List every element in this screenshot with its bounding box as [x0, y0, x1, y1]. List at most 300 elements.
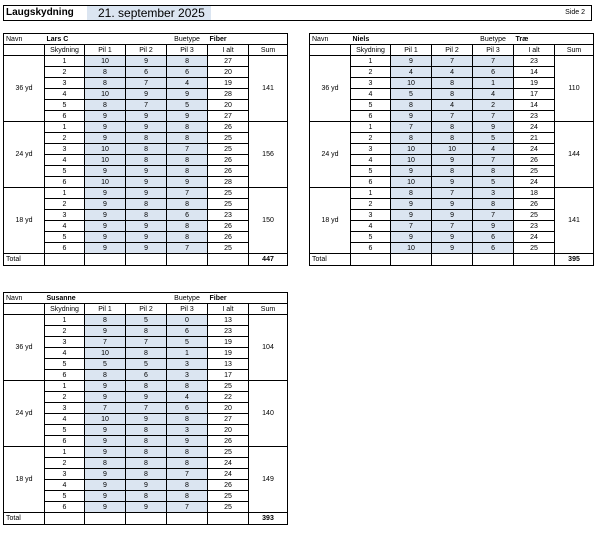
- empty-cell: [126, 34, 167, 45]
- round-number: 2: [45, 392, 85, 403]
- arrow-1-score: 9: [85, 243, 126, 254]
- arrow-3-score: 5: [473, 177, 514, 188]
- arrow-1-score: 9: [85, 381, 126, 392]
- arrow-1-score: 8: [85, 78, 126, 89]
- round-total: 25: [208, 502, 249, 513]
- distance-sum: 110: [555, 56, 594, 122]
- table-row: [4, 425, 288, 436]
- arrow-3-score: 6: [167, 326, 208, 337]
- round-total: 17: [208, 370, 249, 381]
- arrow-3-score: 8: [167, 480, 208, 491]
- round-number: 6: [351, 177, 391, 188]
- arrow-3-score: 8: [167, 232, 208, 243]
- arrow-2-score: 7: [432, 111, 473, 122]
- arrow-1-score: 9: [85, 111, 126, 122]
- arrow-2-score: 8: [126, 133, 167, 144]
- arrow-1-score: 5: [391, 89, 432, 100]
- column-header-skydning: Skydning: [45, 304, 85, 315]
- round-total: 25: [208, 381, 249, 392]
- arrow-3-score: 2: [473, 100, 514, 111]
- table-row: [4, 436, 288, 447]
- empty-cell: [473, 254, 514, 266]
- table-row: [4, 100, 288, 111]
- table-row: [310, 210, 594, 221]
- column-header-pil3: Pil 3: [473, 45, 514, 56]
- arrow-1-score: 8: [391, 133, 432, 144]
- distance-sum: 104: [249, 315, 288, 381]
- arrow-2-score: 7: [126, 403, 167, 414]
- round-number: 1: [351, 188, 391, 199]
- round-total: 24: [514, 122, 555, 133]
- table-row: [4, 232, 288, 243]
- arrow-3-score: 6: [167, 67, 208, 78]
- arrow-1-score: 8: [85, 458, 126, 469]
- arrow-3-score: 6: [167, 210, 208, 221]
- arrow-1-score: 9: [85, 469, 126, 480]
- table-row: [4, 480, 288, 491]
- table-row: [310, 100, 594, 111]
- arrow-1-score: 9: [85, 166, 126, 177]
- arrow-3-score: 6: [473, 243, 514, 254]
- round-number: 5: [351, 232, 391, 243]
- arrow-2-score: 8: [126, 458, 167, 469]
- arrow-1-score: 10: [391, 177, 432, 188]
- arrow-2-score: 9: [126, 221, 167, 232]
- round-number: 2: [351, 133, 391, 144]
- table-row: [4, 155, 288, 166]
- table-row: [4, 315, 288, 326]
- name-label: Navn: [310, 34, 351, 45]
- arrow-2-score: 7: [432, 56, 473, 67]
- column-header-pil1: Pil 1: [85, 304, 126, 315]
- table-row: [310, 188, 594, 199]
- bow-type-value: Fiber: [208, 293, 249, 304]
- table-row: [4, 403, 288, 414]
- round-number: 5: [45, 166, 85, 177]
- arrow-3-score: 8: [167, 122, 208, 133]
- empty-cell: [208, 513, 249, 525]
- arrow-2-score: 8: [432, 166, 473, 177]
- table-row: [4, 144, 288, 155]
- round-total: 14: [514, 67, 555, 78]
- empty-cell: [45, 513, 85, 525]
- round-number: 6: [45, 370, 85, 381]
- round-number: 5: [45, 425, 85, 436]
- empty-cell: [126, 513, 167, 525]
- table-row: [4, 166, 288, 177]
- empty-cell: [4, 45, 45, 56]
- arrow-1-score: 10: [391, 243, 432, 254]
- round-number: 2: [45, 67, 85, 78]
- round-number: 1: [351, 56, 391, 67]
- arrow-1-score: 8: [391, 188, 432, 199]
- arrow-1-score: 7: [391, 221, 432, 232]
- column-header-ialt: I alt: [514, 45, 555, 56]
- column-header-ialt: I alt: [208, 304, 249, 315]
- round-number: 6: [45, 502, 85, 513]
- round-number: 3: [45, 403, 85, 414]
- round-total: 26: [208, 436, 249, 447]
- table-row: [310, 166, 594, 177]
- arrow-2-score: 9: [126, 414, 167, 425]
- arrow-2-score: 7: [432, 221, 473, 232]
- round-number: 3: [45, 210, 85, 221]
- round-total: 19: [514, 78, 555, 89]
- round-total: 24: [514, 177, 555, 188]
- round-total: 13: [208, 359, 249, 370]
- column-header-pil2: Pil 2: [126, 304, 167, 315]
- arrow-3-score: 9: [473, 122, 514, 133]
- arrow-1-score: 10: [85, 56, 126, 67]
- table-row: [4, 177, 288, 188]
- round-number: 6: [45, 111, 85, 122]
- round-number: 5: [45, 491, 85, 502]
- arrow-2-score: 9: [126, 392, 167, 403]
- arrow-1-score: 9: [85, 491, 126, 502]
- arrow-1-score: 9: [85, 480, 126, 491]
- distance-sum: 141: [249, 56, 288, 122]
- table-row: [4, 502, 288, 513]
- archer-name: Niels: [351, 34, 432, 45]
- table-row: [310, 67, 594, 78]
- table-row: [4, 67, 288, 78]
- arrow-2-score: 8: [126, 210, 167, 221]
- round-total: 19: [208, 348, 249, 359]
- bow-type-value: Træ: [514, 34, 555, 45]
- column-header-sum: Sum: [249, 45, 288, 56]
- column-header-pil2: Pil 2: [432, 45, 473, 56]
- archer-name: Susanne: [45, 293, 126, 304]
- round-total: 13: [208, 315, 249, 326]
- empty-cell: [167, 254, 208, 266]
- distance-label: 24 yd: [4, 122, 45, 188]
- arrow-2-score: 8: [432, 89, 473, 100]
- round-number: 2: [45, 199, 85, 210]
- distance-label: 18 yd: [4, 447, 45, 513]
- distance-sum: 156: [249, 122, 288, 188]
- column-header-ialt: I alt: [208, 45, 249, 56]
- arrow-2-score: 8: [126, 155, 167, 166]
- arrow-2-score: 8: [126, 469, 167, 480]
- distance-label: 18 yd: [310, 188, 351, 254]
- column-header-sum: Sum: [249, 304, 288, 315]
- arrow-3-score: 8: [167, 414, 208, 425]
- table-row: [4, 469, 288, 480]
- empty-cell: [249, 34, 288, 45]
- arrow-2-score: 7: [126, 78, 167, 89]
- round-number: 6: [351, 111, 391, 122]
- table-row: [4, 381, 288, 392]
- round-total: 18: [514, 188, 555, 199]
- round-total: 27: [208, 56, 249, 67]
- arrow-1-score: 8: [85, 100, 126, 111]
- round-number: 5: [351, 100, 391, 111]
- arrow-3-score: 7: [473, 111, 514, 122]
- arrow-1-score: 7: [85, 403, 126, 414]
- arrow-3-score: 9: [167, 89, 208, 100]
- arrow-1-score: 9: [85, 199, 126, 210]
- arrow-3-score: 7: [473, 210, 514, 221]
- event-date: 21. september 2025: [87, 6, 211, 20]
- table-row: [310, 177, 594, 188]
- table-row: [4, 199, 288, 210]
- round-total: 26: [208, 166, 249, 177]
- table-row: [4, 458, 288, 469]
- table-row: [310, 144, 594, 155]
- round-number: 1: [45, 447, 85, 458]
- round-number: 6: [351, 243, 391, 254]
- round-total: 28: [208, 177, 249, 188]
- table-row: [4, 133, 288, 144]
- arrow-2-score: 7: [126, 100, 167, 111]
- round-total: 14: [514, 100, 555, 111]
- arrow-2-score: 8: [126, 348, 167, 359]
- arrow-1-score: 9: [85, 221, 126, 232]
- arrow-1-score: 5: [85, 359, 126, 370]
- arrow-3-score: 3: [167, 425, 208, 436]
- arrow-2-score: 8: [432, 122, 473, 133]
- total-label: Total: [310, 254, 351, 266]
- round-total: 26: [208, 221, 249, 232]
- distance-label: 36 yd: [310, 56, 351, 122]
- arrow-3-score: 8: [167, 166, 208, 177]
- round-number: 3: [351, 210, 391, 221]
- round-total: 24: [208, 469, 249, 480]
- arrow-3-score: 8: [167, 133, 208, 144]
- round-number: 4: [45, 348, 85, 359]
- arrow-3-score: 8: [167, 458, 208, 469]
- arrow-1-score: 9: [85, 447, 126, 458]
- round-total: 25: [208, 199, 249, 210]
- table-row: [310, 155, 594, 166]
- round-total: 24: [514, 232, 555, 243]
- table-row: [310, 199, 594, 210]
- round-total: 21: [514, 133, 555, 144]
- arrow-2-score: 7: [126, 337, 167, 348]
- table-row: [310, 221, 594, 232]
- table-row: [4, 348, 288, 359]
- round-number: 5: [45, 359, 85, 370]
- round-total: 25: [514, 243, 555, 254]
- arrow-1-score: 10: [85, 144, 126, 155]
- arrow-1-score: 10: [85, 414, 126, 425]
- arrow-3-score: 8: [167, 199, 208, 210]
- empty-cell: [310, 45, 351, 56]
- empty-cell: [167, 513, 208, 525]
- grand-total: 395: [555, 254, 594, 266]
- table-row: [4, 210, 288, 221]
- arrow-3-score: 9: [167, 177, 208, 188]
- arrow-1-score: 9: [85, 133, 126, 144]
- arrow-3-score: 8: [167, 56, 208, 67]
- arrow-3-score: 7: [167, 243, 208, 254]
- archer-name: Lars C: [45, 34, 126, 45]
- round-number: 6: [45, 177, 85, 188]
- empty-cell: [45, 254, 85, 266]
- distance-sum: 141: [555, 188, 594, 254]
- table-row: [4, 326, 288, 337]
- arrow-2-score: 9: [126, 232, 167, 243]
- round-total: 23: [208, 210, 249, 221]
- table-row: [4, 370, 288, 381]
- arrow-2-score: 9: [432, 243, 473, 254]
- empty-cell: [208, 254, 249, 266]
- arrow-3-score: 7: [167, 469, 208, 480]
- arrow-3-score: 6: [473, 67, 514, 78]
- round-number: 1: [45, 56, 85, 67]
- round-number: 2: [351, 199, 391, 210]
- arrow-3-score: 4: [167, 78, 208, 89]
- column-header-skydning: Skydning: [45, 45, 85, 56]
- arrow-1-score: 9: [85, 210, 126, 221]
- empty-cell: [351, 254, 391, 266]
- arrow-3-score: 6: [167, 403, 208, 414]
- arrow-1-score: 10: [391, 78, 432, 89]
- arrow-1-score: 8: [85, 370, 126, 381]
- arrow-1-score: 9: [391, 166, 432, 177]
- distance-sum: 144: [555, 122, 594, 188]
- empty-cell: [4, 304, 45, 315]
- table-row: [4, 337, 288, 348]
- arrow-3-score: 5: [167, 337, 208, 348]
- table-row: [310, 133, 594, 144]
- round-number: 3: [351, 144, 391, 155]
- round-number: 4: [45, 155, 85, 166]
- arrow-2-score: 9: [432, 177, 473, 188]
- arrow-1-score: 10: [85, 155, 126, 166]
- grand-total: 447: [249, 254, 288, 266]
- arrow-1-score: 8: [85, 67, 126, 78]
- round-number: 5: [45, 100, 85, 111]
- round-number: 6: [45, 243, 85, 254]
- table-row: [4, 89, 288, 100]
- round-total: 27: [208, 111, 249, 122]
- table-row: [4, 491, 288, 502]
- arrow-2-score: 4: [432, 67, 473, 78]
- round-total: 25: [208, 188, 249, 199]
- round-number: 6: [45, 436, 85, 447]
- round-total: 24: [208, 458, 249, 469]
- arrow-1-score: 10: [85, 89, 126, 100]
- table-row: [310, 232, 594, 243]
- total-label: Total: [4, 254, 45, 266]
- arrow-2-score: 9: [126, 243, 167, 254]
- arrow-2-score: 9: [432, 199, 473, 210]
- arrow-3-score: 9: [167, 111, 208, 122]
- table-row: [4, 221, 288, 232]
- distance-label: 36 yd: [4, 56, 45, 122]
- table-row: [4, 243, 288, 254]
- round-number: 1: [45, 122, 85, 133]
- round-total: 26: [514, 155, 555, 166]
- table-row: [4, 414, 288, 425]
- arrow-3-score: 8: [167, 447, 208, 458]
- distance-sum: 150: [249, 188, 288, 254]
- arrow-2-score: 10: [432, 144, 473, 155]
- arrow-1-score: 4: [391, 67, 432, 78]
- round-total: 28: [208, 89, 249, 100]
- round-number: 3: [45, 337, 85, 348]
- round-total: 26: [208, 480, 249, 491]
- round-number: 1: [45, 188, 85, 199]
- arrow-3-score: 3: [167, 359, 208, 370]
- arrow-2-score: 7: [432, 188, 473, 199]
- arrow-3-score: 7: [167, 502, 208, 513]
- arrow-3-score: 8: [473, 199, 514, 210]
- empty-cell: [126, 254, 167, 266]
- arrow-1-score: 10: [85, 348, 126, 359]
- table-row: [4, 111, 288, 122]
- empty-cell: [126, 293, 167, 304]
- arrow-2-score: 8: [126, 436, 167, 447]
- round-number: 1: [45, 381, 85, 392]
- arrow-1-score: 9: [391, 232, 432, 243]
- bow-type-label: Buetype: [167, 293, 208, 304]
- round-total: 20: [208, 67, 249, 78]
- arrow-2-score: 8: [126, 491, 167, 502]
- empty-cell: [249, 293, 288, 304]
- arrow-3-score: 4: [473, 89, 514, 100]
- arrow-2-score: 8: [126, 447, 167, 458]
- arrow-2-score: 9: [432, 155, 473, 166]
- arrow-2-score: 9: [432, 232, 473, 243]
- table-row: [310, 111, 594, 122]
- round-number: 3: [45, 469, 85, 480]
- arrow-3-score: 4: [473, 144, 514, 155]
- arrow-2-score: 9: [126, 89, 167, 100]
- round-total: 23: [514, 221, 555, 232]
- column-header-pil3: Pil 3: [167, 304, 208, 315]
- round-total: 20: [208, 403, 249, 414]
- arrow-1-score: 8: [391, 100, 432, 111]
- bow-type-value: Fiber: [208, 34, 249, 45]
- arrow-2-score: 8: [432, 133, 473, 144]
- arrow-2-score: 9: [126, 56, 167, 67]
- arrow-3-score: 5: [167, 100, 208, 111]
- empty-cell: [432, 34, 473, 45]
- arrow-3-score: 0: [167, 315, 208, 326]
- round-number: 3: [45, 78, 85, 89]
- arrow-2-score: 8: [126, 425, 167, 436]
- arrow-2-score: 9: [126, 122, 167, 133]
- arrow-2-score: 8: [126, 199, 167, 210]
- arrow-1-score: 9: [391, 210, 432, 221]
- arrow-1-score: 9: [85, 232, 126, 243]
- arrow-2-score: 8: [126, 144, 167, 155]
- arrow-1-score: 9: [85, 326, 126, 337]
- arrow-1-score: 9: [391, 111, 432, 122]
- arrow-3-score: 8: [473, 166, 514, 177]
- round-number: 2: [351, 67, 391, 78]
- arrow-3-score: 3: [473, 188, 514, 199]
- round-total: 25: [208, 491, 249, 502]
- distance-label: 24 yd: [4, 381, 45, 447]
- arrow-3-score: 7: [473, 155, 514, 166]
- table-row: [310, 78, 594, 89]
- arrow-1-score: 8: [85, 315, 126, 326]
- column-header-skydning: Skydning: [351, 45, 391, 56]
- arrow-2-score: 8: [126, 381, 167, 392]
- distance-label: 36 yd: [4, 315, 45, 381]
- distance-label: 18 yd: [4, 188, 45, 254]
- round-total: 19: [208, 78, 249, 89]
- round-total: 22: [208, 392, 249, 403]
- arrow-1-score: 9: [85, 425, 126, 436]
- table-row: [310, 243, 594, 254]
- round-number: 2: [45, 133, 85, 144]
- club-title: Laugskydning: [6, 7, 74, 18]
- round-number: 4: [45, 89, 85, 100]
